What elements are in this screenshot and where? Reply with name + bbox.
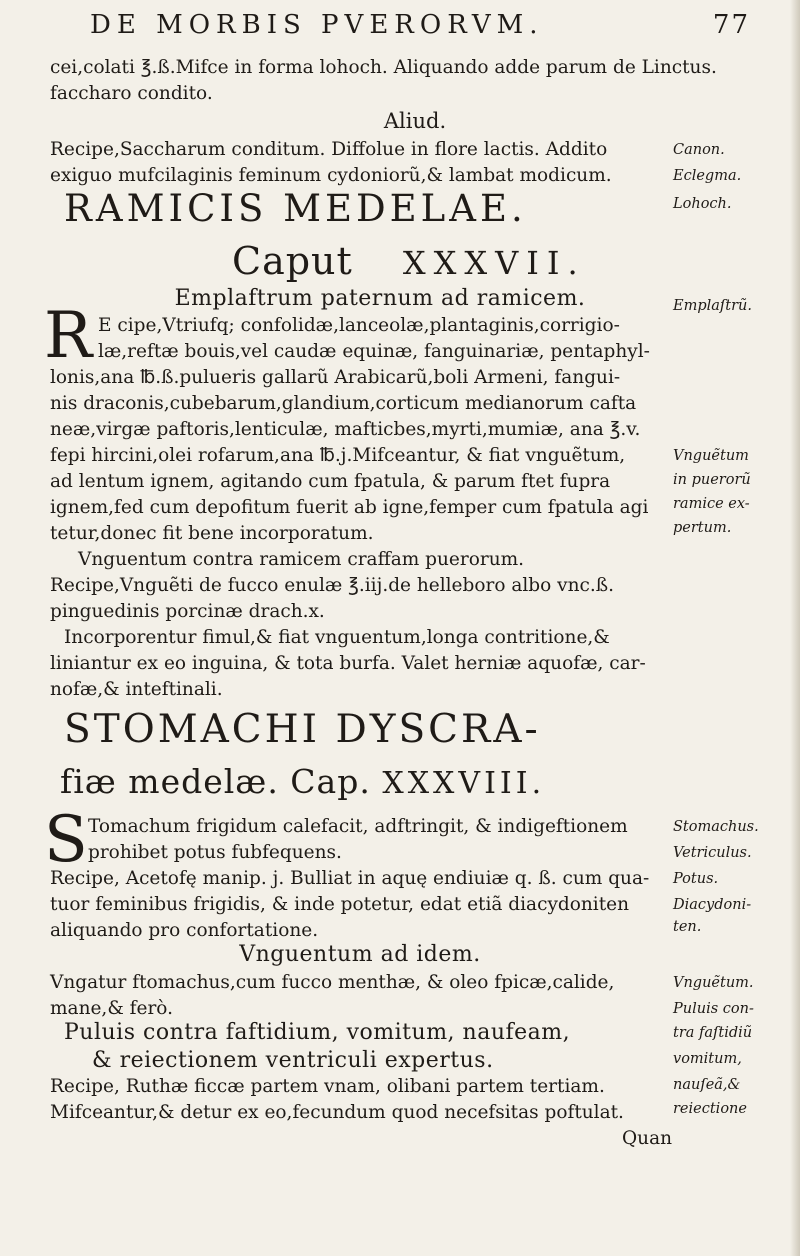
- text-line: Mifceantur,& detur ex eo,fecundum quod necefsitas poftulat.: [50, 1102, 624, 1123]
- text-line: fepi hircini,olei rofarum,ana ℔.j.Mifceantur, & fiat vnguẽtum,: [50, 445, 626, 466]
- text-line: Tomachum frigidum calefacit, adftringit, & indigeftionem: [88, 816, 628, 837]
- recipe-heading: Emplaftrum paternum ad ramicem.: [174, 286, 586, 311]
- margin-note: in puerorũ: [673, 472, 751, 488]
- section-heading-aliud: Aliud.: [383, 109, 447, 133]
- margin-note: Puluis con-: [673, 1001, 754, 1017]
- margin-note: Vnguẽtum.: [673, 975, 754, 991]
- text-line: tuor feminibus frigidis, & inde potetur, edat etiã diacydoniten: [50, 894, 630, 915]
- text-line: cei,colati ℥.ß.Mifce in forma lohoch. Aliquando adde parum de Linctus.: [50, 57, 717, 78]
- chapter-title: RAMICIS MEDELAE.: [64, 187, 527, 230]
- running-head-title: DE MORBIS PVERORVM.: [90, 10, 544, 40]
- margin-note: Vnguẽtum: [673, 448, 749, 464]
- chapter-number: XXXVII.: [402, 244, 586, 282]
- text-line: E cipe,Vtriufq; confolidæ,lanceolæ,plantaginis,corrigio-: [98, 315, 620, 336]
- text-line: Recipe, Acetofę manip. j. Bulliat in aquę endiuiæ q. ß. cum qua-: [50, 868, 650, 889]
- text-line: lonis,ana ℔.ß.pulueris gallarũ Arabicarũ,boli Armeni, fangui-: [50, 367, 621, 388]
- margin-note: Diacydoni-: [673, 897, 752, 913]
- margin-note: Vetriculus.: [673, 845, 752, 861]
- margin-note: ten.: [673, 919, 702, 935]
- margin-note: Emplaſtrũ.: [673, 298, 752, 314]
- chapter-heading: [232, 238, 586, 286]
- chapter-heading: [60, 760, 545, 806]
- text-line: Incorporentur fimul,& fiat vnguentum,longa contritione,&: [64, 627, 610, 648]
- chapter-title: STOMACHI DYSCRA-: [64, 707, 541, 752]
- text-line: aliquando pro confortatione.: [50, 920, 319, 941]
- text-line: Vngatur ftomachus,cum fucco menthæ, & oleo fpicæ,calide,: [50, 972, 615, 993]
- margin-note: nauſeã,&: [673, 1077, 741, 1093]
- margin-note: Canon.: [673, 142, 725, 158]
- margin-note: Eclegma.: [673, 168, 742, 184]
- text-line: prohibet potus fubfequens.: [88, 842, 342, 863]
- text-line: faccharo condito.: [50, 83, 213, 104]
- recipe-heading: Vnguentum contra ramicem craffam puerorum.: [78, 549, 525, 570]
- margin-note: tra faſtidiũ: [673, 1025, 753, 1041]
- text-line: ignem,fed cum depofitum fuerit ab igne,femper cum fpatula agi: [50, 497, 649, 518]
- margin-note: vomitum,: [673, 1051, 742, 1067]
- text-line: liniantur ex eo inguina, & tota burfa. Valet herniæ aquofæ, car-: [50, 653, 646, 674]
- margin-note: ramice ex-: [673, 496, 750, 512]
- margin-note: Stomachus.: [673, 819, 759, 835]
- text-line: tetur,donec fit bene incorporatum.: [50, 523, 374, 544]
- text-line: Recipe, Ruthæ ficcæ partem vnam, olibani partem tertiam.: [50, 1076, 605, 1097]
- catchword: Quan: [622, 1128, 673, 1149]
- recipe-heading: & reiectionem ventriculi expertus.: [92, 1048, 494, 1073]
- text-line: mane,& ferò.: [50, 998, 173, 1019]
- drop-cap-s: S: [44, 803, 88, 877]
- text-line: neæ,virgæ paftoris,lenticulæ, mafticbes,myrti,mumiæ, ana ℥.v.: [50, 419, 641, 440]
- caput-label: Caput: [232, 239, 353, 283]
- text-line: nofæ,& inteftinali.: [50, 679, 223, 700]
- chapter-number: XXXVIII.: [382, 766, 546, 801]
- chapter-title-cont: fiæ medelæ. Cap.: [60, 762, 371, 801]
- text-line: læ,reftæ bouis,vel caudæ equinæ, fanguinariæ, pentaphyl-: [98, 341, 650, 362]
- text-line: Recipe,Saccharum conditum. Diffolue in flore lactis. Addito: [50, 139, 608, 160]
- text-line: Recipe,Vnguẽti de fucco enulæ ℥.iij.de helleboro albo vnc.ß.: [50, 575, 615, 596]
- margin-note: pertum.: [673, 520, 732, 536]
- running-head: [90, 10, 750, 44]
- text-line: ad lentum ignem, agitando cum fpatula, & parum ftet fupra: [50, 471, 611, 492]
- recipe-heading: Vnguentum ad idem.: [239, 942, 481, 967]
- margin-note: reiectione: [673, 1101, 747, 1117]
- page-edge-shadow: [790, 0, 800, 1256]
- text-line: exiguo mufcilaginis feminum cydoniorũ,& lambat modicum.: [50, 165, 612, 186]
- text-line: nis draconis,cubebarum,glandium,corticum medianorum cafta: [50, 393, 637, 414]
- page-number: 77: [712, 10, 750, 40]
- recipe-heading: Puluis contra faftidium, vomitum, naufeam,: [64, 1020, 571, 1045]
- text-line: pinguedinis porcinæ drach.x.: [50, 601, 325, 622]
- drop-cap-r: R: [44, 299, 93, 373]
- margin-note: Lohoch.: [673, 196, 732, 212]
- margin-note: Potus.: [673, 871, 719, 887]
